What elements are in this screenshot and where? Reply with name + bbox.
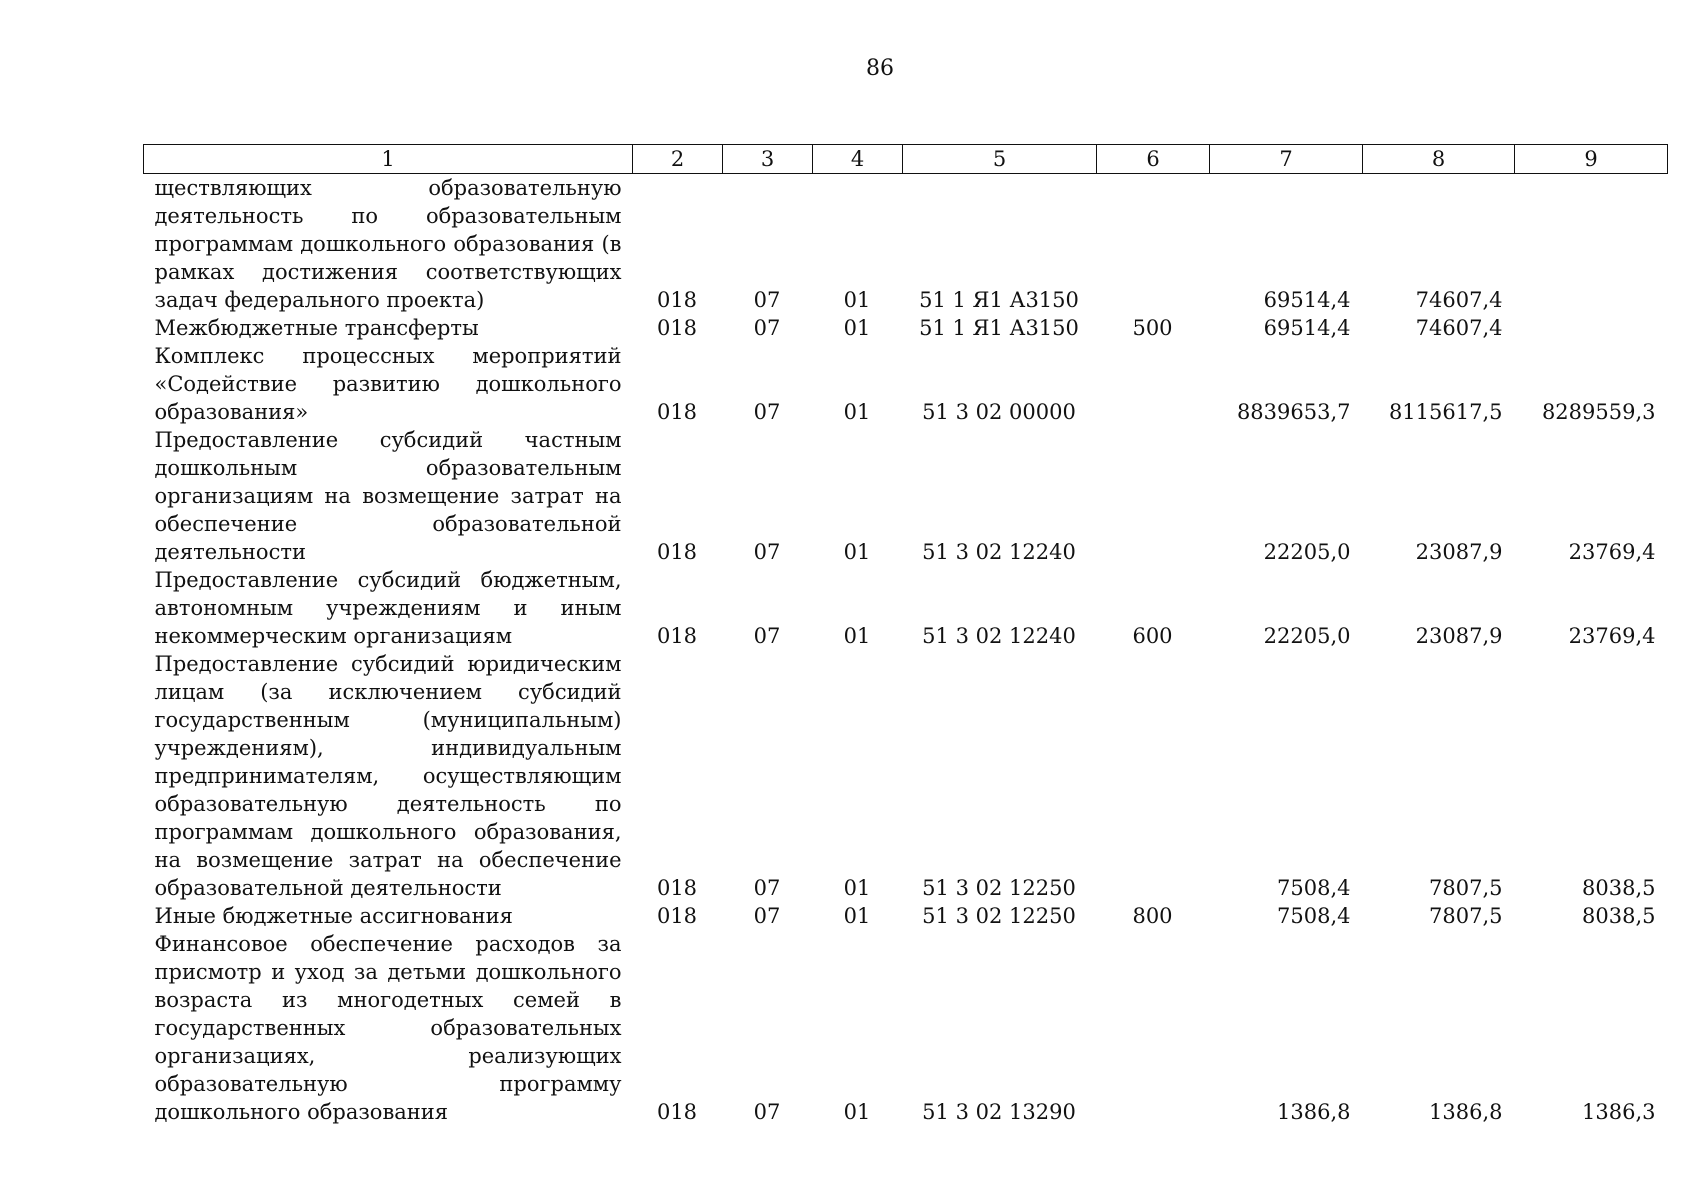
subsection-code: 01 (843, 624, 871, 648)
expense-type-code (1097, 930, 1210, 1126)
amount-col-8: 1386,8 (1429, 1100, 1503, 1124)
item-name: Предоставление субсидий бюджетным, автономным учреждениям и иным некоммерческим организациям (154, 568, 622, 648)
ministry-code: 018 (656, 876, 698, 900)
amount-col-7: 22205,0 (1263, 624, 1351, 648)
ministry-code: 018 (656, 1100, 698, 1124)
amount-col-9: 1386,3 (1582, 1100, 1656, 1124)
table-row (144, 566, 1668, 650)
expense-type-code: 600 (1132, 624, 1173, 648)
subsection-code: 01 (843, 904, 871, 928)
expense-type-code (1097, 342, 1210, 426)
item-name: ществляющих образовательную деятельность по образовательным программам дошкольного образования (в рамках достижения соответствующих задач федерального проекта) (154, 176, 622, 312)
item-name: Предоставление субсидий юридическим лицам (за исключением субсидий государственным (муниципальным) учреждениям), индивидуальным предпринимателям, осуществляющим образовательную деятельность по программам дошкольного образования, на возмещение затрат на обеспечение образовательной деятельности (154, 652, 622, 900)
amount-col-7: 8839653,7 (1236, 400, 1351, 424)
section-code: 07 (753, 876, 781, 900)
subsection-code: 01 (843, 540, 871, 564)
amount-col-7: 69514,4 (1263, 288, 1351, 312)
item-name: Межбюджетные трансферты (154, 316, 479, 340)
table-row (144, 174, 1668, 315)
amount-col-7: 7508,4 (1277, 876, 1351, 900)
amount-col-7: 7508,4 (1277, 904, 1351, 928)
subsection-code: 01 (843, 316, 871, 340)
amount-col-7: 22205,0 (1263, 540, 1351, 564)
amount-col-9: 8038,5 (1582, 904, 1656, 928)
target-article-code: 51 3 02 13290 (922, 1100, 1076, 1124)
subsection-code: 01 (843, 876, 871, 900)
amount-col-9 (1515, 314, 1668, 342)
section-code: 07 (753, 904, 781, 928)
amount-col-8: 7807,5 (1429, 904, 1503, 928)
amount-col-7: 1386,8 (1277, 1100, 1351, 1124)
amount-col-8: 23087,9 (1415, 540, 1503, 564)
amount-col-8: 74607,4 (1415, 288, 1503, 312)
expense-type-code (1097, 426, 1210, 566)
amount-col-7: 69514,4 (1263, 316, 1351, 340)
target-article-code: 51 3 02 12250 (922, 904, 1076, 928)
expense-type-code (1097, 174, 1210, 315)
table-row (144, 314, 1668, 342)
ministry-code: 018 (656, 400, 698, 424)
table-row (144, 342, 1668, 426)
item-name: Комплекс процессных мероприятий «Содействие развитию дошкольного образования» (154, 344, 622, 424)
section-code: 07 (753, 316, 781, 340)
amount-col-8: 8115617,5 (1388, 400, 1503, 424)
column-number-header: 9 (1515, 145, 1668, 174)
target-article-code: 51 3 02 12240 (922, 540, 1076, 564)
amount-col-8: 7807,5 (1429, 876, 1503, 900)
column-number-header: 5 (903, 145, 1097, 174)
amount-col-9: 8038,5 (1582, 876, 1656, 900)
section-code: 07 (753, 400, 781, 424)
target-article-code: 51 3 02 00000 (922, 400, 1076, 424)
table-row (144, 930, 1668, 1126)
ministry-code: 018 (656, 288, 698, 312)
column-number-header: 4 (813, 145, 903, 174)
ministry-code: 018 (656, 904, 698, 928)
column-number-header: 6 (1097, 145, 1210, 174)
amount-col-9: 8289559,3 (1541, 400, 1656, 424)
budget-table (143, 144, 1668, 1126)
item-name: Предоставление субсидий частным дошкольным образовательным организациям на возмещение затрат на обеспечение образовательной деятельности (154, 428, 622, 564)
table-row (144, 650, 1668, 902)
table-row (144, 902, 1668, 930)
subsection-code: 01 (843, 400, 871, 424)
ministry-code: 018 (656, 624, 698, 648)
column-number-header: 3 (723, 145, 813, 174)
column-number-header: 7 (1210, 145, 1363, 174)
amount-col-8: 23087,9 (1415, 624, 1503, 648)
ministry-code: 018 (656, 316, 698, 340)
item-name: Иные бюджетные ассигнования (154, 904, 513, 928)
target-article-code: 51 1 Я1 А3150 (919, 288, 1079, 312)
ministry-code: 018 (656, 540, 698, 564)
target-article-code: 51 1 Я1 А3150 (919, 316, 1079, 340)
amount-col-9 (1515, 174, 1668, 315)
target-article-code: 51 3 02 12250 (922, 876, 1076, 900)
amount-col-9: 23769,4 (1568, 540, 1656, 564)
expense-type-code (1097, 650, 1210, 902)
target-article-code: 51 3 02 12240 (922, 624, 1076, 648)
amount-col-9: 23769,4 (1568, 624, 1656, 648)
column-number-header: 2 (633, 145, 723, 174)
page-number: 86 (866, 56, 894, 81)
table-row (144, 426, 1668, 566)
expense-type-code: 800 (1132, 904, 1173, 928)
subsection-code: 01 (843, 1100, 871, 1124)
section-code: 07 (753, 1100, 781, 1124)
column-number-header: 8 (1363, 145, 1515, 174)
section-code: 07 (753, 540, 781, 564)
column-number-header: 1 (144, 145, 633, 174)
expense-type-code: 500 (1132, 316, 1173, 340)
amount-col-8: 74607,4 (1415, 316, 1503, 340)
column-number-header-row (144, 145, 1668, 174)
section-code: 07 (753, 288, 781, 312)
section-code: 07 (753, 624, 781, 648)
subsection-code: 01 (843, 288, 871, 312)
item-name: Финансовое обеспечение расходов за присмотр и уход за детьми дошкольного возраста из многодетных семей в государственных образовательных организациях, реализующих образовательную программу дошкольного образования (154, 932, 622, 1124)
